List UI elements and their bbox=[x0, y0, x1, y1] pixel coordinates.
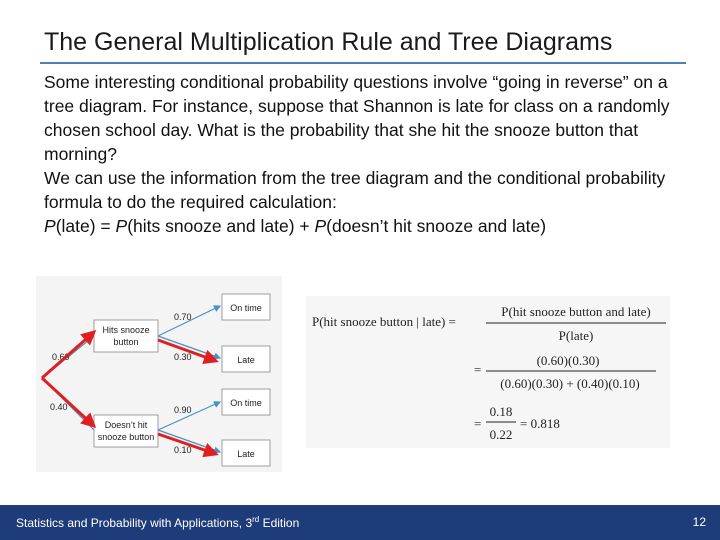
calc-result: = 0.818 bbox=[520, 416, 560, 431]
slide-body bbox=[44, 70, 694, 238]
title-underline bbox=[40, 62, 686, 64]
page-number: 12 bbox=[692, 515, 706, 529]
footer-bar bbox=[0, 505, 720, 540]
outcome-label-4: Late bbox=[237, 449, 255, 459]
node-label-nosnooze-1: Doesn’t hit bbox=[104, 420, 148, 430]
prob-nosnooze-ontime: 0.90 bbox=[174, 405, 192, 415]
calculation-svg bbox=[306, 296, 670, 448]
outcome-label-2: Late bbox=[237, 355, 255, 365]
footer-book-title: Statistics and Probability with Applications, 3rd Edition bbox=[16, 515, 300, 530]
paragraph-method: We can use the information from the tree diagram and the conditional probability formula to do the required calculation: bbox=[44, 168, 666, 212]
highlight-arrow-snooze bbox=[42, 332, 94, 378]
prob-snooze-late: 0.30 bbox=[174, 352, 192, 362]
calc-eq3-denominator: 0.22 bbox=[489, 427, 513, 442]
calc-equals-3: = bbox=[474, 416, 482, 431]
tree-diagram-svg bbox=[36, 276, 282, 472]
tree-diagram bbox=[36, 276, 282, 472]
calc-eq2-denominator: (0.60)(0.30) + (0.40)(0.10) bbox=[500, 376, 640, 391]
prob-snooze: 0.60 bbox=[52, 352, 70, 362]
node-label-snooze-1: Hits snooze bbox=[102, 325, 150, 335]
calc-eq3-numerator: 0.18 bbox=[489, 404, 513, 419]
formula-line: P(late) = P(hits snooze and late) + P(doesn’t hit snooze and late) bbox=[44, 216, 547, 236]
calc-equals-2: = bbox=[474, 362, 482, 377]
outcome-label-1: On time bbox=[230, 303, 262, 313]
calc-eq1-numerator: P(hit snooze button and late) bbox=[501, 304, 651, 319]
prob-snooze-ontime: 0.70 bbox=[174, 312, 192, 322]
node-label-snooze-2: button bbox=[113, 337, 139, 347]
prob-nosnooze-late: 0.10 bbox=[174, 445, 192, 455]
calc-lhs: P(hit snooze button | late) = bbox=[312, 314, 456, 329]
prob-no-snooze: 0.40 bbox=[50, 402, 68, 412]
slide-title: The General Multiplication Rule and Tree Diagrams bbox=[44, 28, 613, 56]
paragraph-intro: Some interesting conditional probability questions involve “going in reverse” on a tree diagram. For instance, suppose that Shannon is late for class on a randomly chosen school day. What is the probability that she hit the snooze button that morning? bbox=[44, 72, 670, 164]
calc-eq1-denominator: P(late) bbox=[558, 328, 594, 343]
calculation-panel bbox=[306, 296, 670, 448]
outcome-label-3: On time bbox=[230, 398, 262, 408]
calc-eq2-numerator: (0.60)(0.30) bbox=[536, 353, 600, 368]
node-label-nosnooze-2: snooze button bbox=[97, 432, 155, 442]
